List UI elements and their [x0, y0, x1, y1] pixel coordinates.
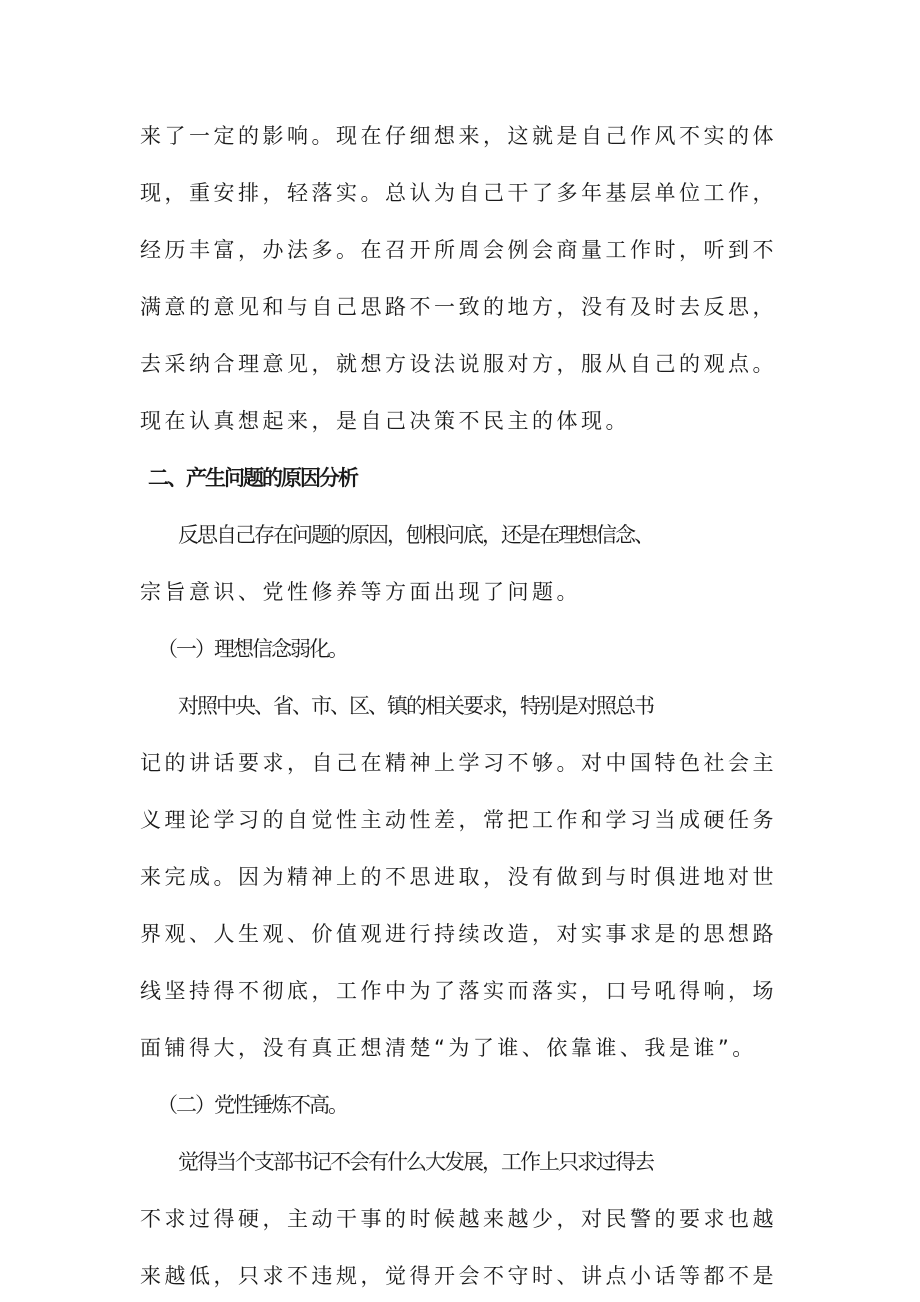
body-text-line: 线坚持得不彻底，工作中为了落实而落实，口号吼得响，场 — [140, 979, 777, 1003]
body-text-line: 现，重安排，轻落实。总认为自己干了多年基层单位工作， — [140, 181, 777, 205]
body-text-line: 来了一定的影响。现在仔细想来，这就是自己作风不实的体 — [140, 124, 777, 148]
body-text-line: 不求过得硬，主动干事的时候越来越少，对民警的要求也越 — [140, 1207, 777, 1231]
subsection-heading: （一）理想信念弱化。 — [157, 637, 347, 661]
section-heading: 二、产生问题的原因分析 — [148, 466, 357, 490]
body-text-line: 现在认真想起来，是自己决策不民主的体现。 — [140, 409, 630, 433]
body-text-line: 来越低，只求不违规，觉得开会不守时、讲点小话等都不是 — [140, 1264, 777, 1288]
paragraph-first-line: 觉得当个支部书记不会有什么大发展，工作上只求过得去 — [178, 1150, 653, 1174]
body-text-line: 界观、人生观、价值观进行持续改造，对实事求是的思想路 — [140, 922, 777, 946]
body-text-line: 宗旨意识、党性修养等方面出现了问题。 — [140, 580, 581, 604]
body-text-line: 经历丰富，办法多。在召开所周会例会商量工作时，听到不 — [140, 238, 777, 262]
body-text-line: 满意的意见和与自己思路不一致的地方，没有及时去反思， — [140, 295, 777, 319]
subsection-heading: （二）党性锤炼不高。 — [157, 1093, 347, 1117]
paragraph-first-line: 对照中央、省、市、区、镇的相关要求，特别是对照总书 — [178, 694, 653, 718]
body-text-line: 面铺得大，没有真正想清楚“为了谁、依靠谁、我是谁”。 — [140, 1036, 757, 1060]
body-text-line: 义理论学习的自觉性主动性差，常把工作和学习当成硬任务 — [140, 808, 777, 832]
body-text-line: 去采纳合理意见，就想方设法说服对方，服从自己的观点。 — [140, 352, 777, 376]
paragraph-first-line: 反思自己存在问题的原因，刨根问底，还是在理想信念、 — [178, 523, 653, 547]
body-text-line: 来完成。因为精神上的不思进取，没有做到与时俱进地对世 — [140, 865, 777, 889]
body-text-line: 记的讲话要求，自己在精神上学习不够。对中国特色社会主 — [140, 751, 777, 775]
